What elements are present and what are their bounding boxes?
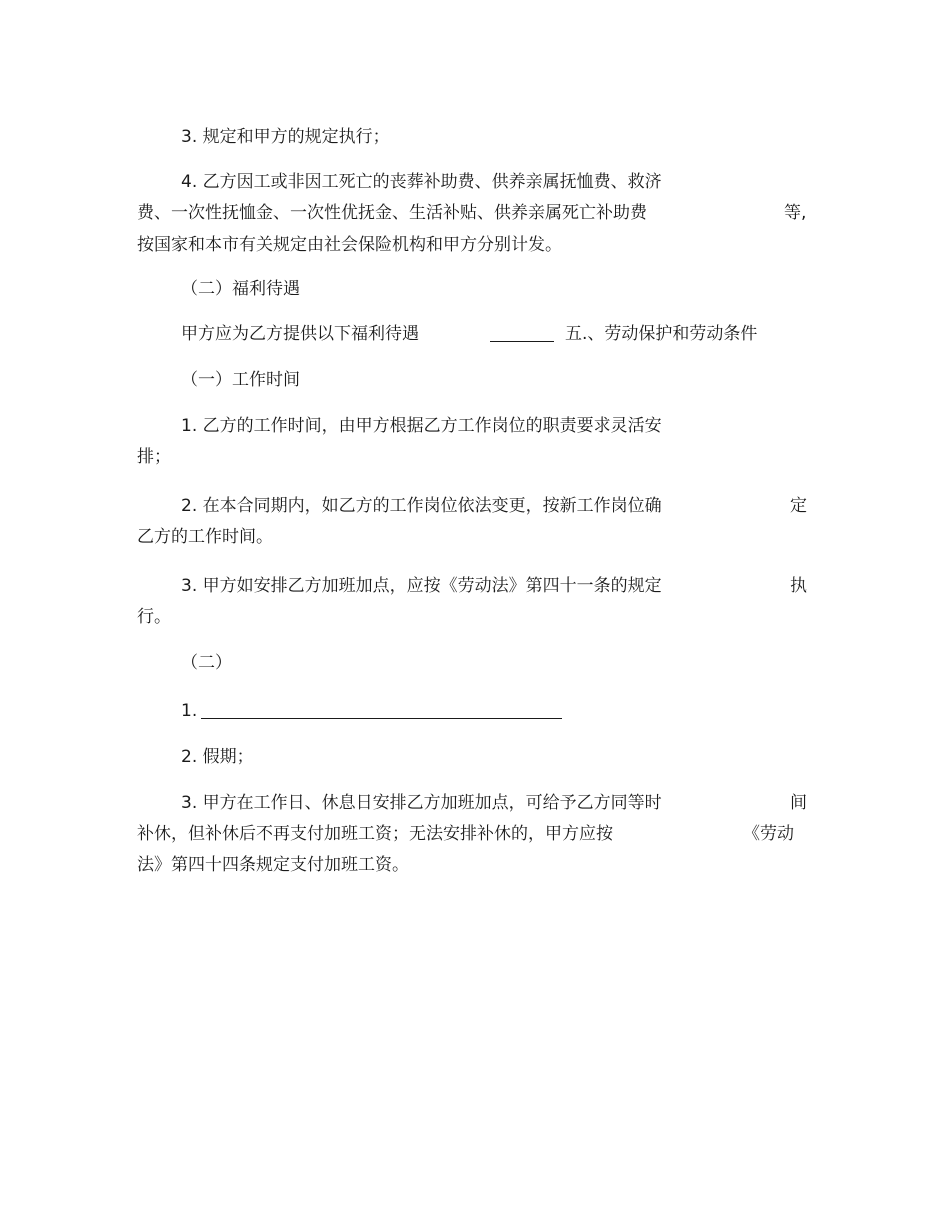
rest-1-fill-blank[interactable] (201, 718, 562, 719)
paragraph-rest-3-line-1-tail: 间 (790, 793, 807, 813)
paragraph-work-2-line-1-tail: 定 (790, 496, 807, 516)
paragraph-rest-3-line-3: 法》第四十四条规定支付加班工资。 (137, 855, 409, 875)
heading-working-time: （一）工作时间 (181, 370, 300, 390)
paragraph-work-3-line-1: 3. 甲方如安排乙方加班加点，应按《劳动法》第四十一条的规定 (181, 576, 662, 596)
paragraph-work-3-line-1-tail: 执 (790, 576, 807, 596)
paragraph-welfare-lead: 甲方应为乙方提供以下福利待遇 (181, 324, 419, 344)
paragraph-rest-3-line-2: 补休，但补休后不再支付加班工资；无法安排补休的，甲方应按 (137, 824, 613, 844)
paragraph-death-benefits-line-2-tail: 等, (784, 203, 807, 223)
heading-labor-protection: 五.、劳动保护和劳动条件 (565, 324, 758, 344)
paragraph-rest-3-line-1: 3. 甲方在工作日、休息日安排乙方加班加点，可给予乙方同等时 (181, 793, 662, 813)
paragraph-work-1-line-1: 1. 乙方的工作时间，由甲方根据乙方工作岗位的职责要求灵活安 (181, 416, 662, 436)
paragraph-work-2-line-1: 2. 在本合同期内，如乙方的工作岗位依法变更，按新工作岗位确 (181, 496, 662, 516)
heading-rest-holidays: （二） (181, 653, 232, 673)
welfare-fill-blank[interactable] (490, 341, 554, 342)
paragraph-rest-1-number: 1. (181, 701, 198, 721)
paragraph-work-3-line-2: 行。 (137, 607, 171, 627)
heading-welfare: （二）福利待遇 (181, 279, 300, 299)
paragraph-death-benefits-line-2: 费、一次性抚恤金、一次性优抚金、生活补贴、供养亲属死亡补助费 (137, 203, 647, 223)
paragraph-work-2-line-2: 乙方的工作时间。 (137, 527, 273, 547)
paragraph-holidays: 2. 假期； (181, 747, 254, 767)
paragraph-rest-3-line-2-tail: 《劳动 (743, 824, 794, 844)
paragraph-execution-rule: 3. 规定和甲方的规定执行； (181, 127, 390, 147)
paragraph-work-1-line-2: 排； (137, 447, 171, 467)
paragraph-death-benefits-line-1: 4. 乙方因工或非因工死亡的丧葬补助费、供养亲属抚恤费、救济 (181, 172, 662, 192)
paragraph-death-benefits-line-3: 按国家和本市有关规定由社会保险机构和甲方分别计发。 (137, 235, 562, 255)
